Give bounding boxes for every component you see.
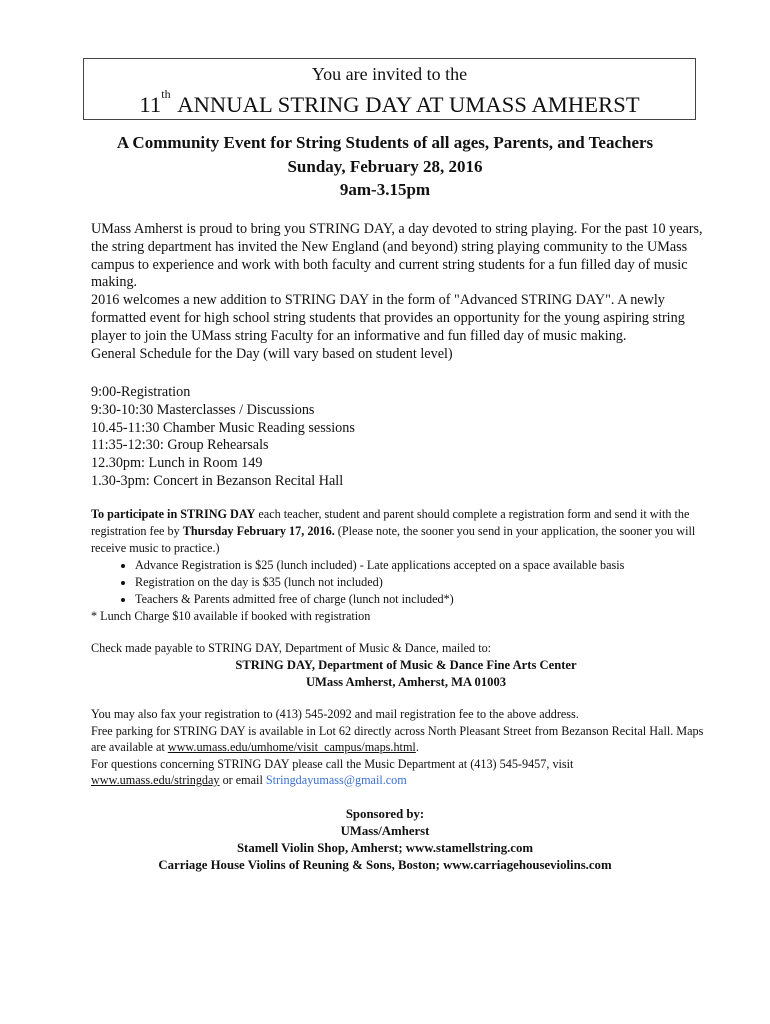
- fee-item: • Teachers & Parents admitted free of charge (lunch not included*): [135, 591, 721, 608]
- subtitle-audience: A Community Event for String Students of all ages, Parents, and Teachers: [116, 133, 654, 152]
- fax-line: You may also fax your registration to (413) 545-2092 and mail registration fee to the above address.: [91, 707, 579, 721]
- intro-paragraph-1: UMass Amherst is proud to bring you STRING DAY, a day devoted to string playing. For the past 10 years, the string department has invited the New England (and beyond) string playing community to the UMass campus to experience and work with both faculty and current string students for a fun filled day of music making.: [91, 221, 703, 291]
- sponsors-section: [0, 806, 770, 874]
- schedule-heading: General Schedule for the Day (will vary based on student level): [91, 345, 453, 362]
- schedule-item: 9:30-10:30 Masterclasses / Discussions: [91, 401, 315, 418]
- edition-suffix: th: [161, 87, 171, 101]
- intro-section: [91, 221, 721, 363]
- participate-lead: To participate in STRING DAY: [91, 507, 256, 521]
- payable-line: Check made payable to STRING DAY, Department of Music & Dance, mailed to:: [91, 641, 492, 655]
- fee-item: • Advance Registration is $25 (lunch included) - Late applications accepted on a space available basis: [135, 557, 721, 574]
- edition-number: 11: [139, 92, 162, 117]
- participate-text-1: each teacher, student and parent should complete a registration form and send it with the registration fee by: [91, 507, 690, 538]
- schedule-item: 11:35-12:30: Group Rehearsals: [91, 437, 269, 454]
- intro-paragraph-2: 2016 welcomes a new addition to STRING DAY in the form of "Advanced STRING DAY". A newly formatted event for high school string students that provides an opportunity for the young aspiring string player to join the UMass string Faculty for an informative and fun filled day of music making.: [91, 292, 685, 344]
- subtitle-time: 9am-3.15pm: [339, 180, 431, 199]
- parking-period: .: [415, 740, 419, 754]
- maps-link[interactable]: www.umass.edu/umhome/visit_campus/maps.html: [167, 740, 416, 754]
- fee-item: • Registration on the day is $35 (lunch not included): [135, 574, 721, 591]
- event-title: [84, 87, 695, 118]
- participate-text-2: (Please note, the sooner you send in your application, the sooner you will receive music to practice.): [91, 524, 696, 555]
- parking-info: [91, 723, 721, 756]
- subtitle-date: Sunday, February 28, 2016: [287, 156, 483, 176]
- lunch-note: * Lunch Charge $10 available if booked with registration: [91, 609, 371, 623]
- participation-section: [91, 506, 721, 625]
- mailing-address-2: UMass Amherst, Amherst, MA 01003: [305, 675, 507, 689]
- sponsor-item: Carriage House Violins of Reuning & Sons, Boston; www.carriagehouseviolins.com: [158, 858, 612, 872]
- parking-text: Free parking for STRING DAY is available in Lot 62 directly across North Pleasant Street from Bezanson Recital Hall. Maps are available at: [91, 723, 704, 754]
- event-subtitle: [0, 131, 770, 202]
- mailing-section: [91, 640, 721, 691]
- mailing-address-1: STRING DAY, Department of Music & Dance Fine Arts Center: [235, 658, 577, 672]
- sponsor-item: UMass/Amherst: [340, 824, 430, 838]
- sponsor-item: Stamell Violin Shop, Amherst; www.stamellstring.com: [236, 841, 534, 855]
- schedule-item: 9:00-Registration: [91, 384, 191, 400]
- contact-section: [91, 706, 721, 789]
- or-email-text: or email: [219, 773, 266, 787]
- title-box: [83, 58, 696, 120]
- schedule-item: 1.30-3pm: Concert in Bezanson Recital Hall: [91, 472, 344, 489]
- registration-deadline: Thursday February 17, 2016.: [182, 524, 335, 538]
- schedule-item: 10.45-11:30 Chamber Music Reading sessions: [91, 419, 355, 436]
- stringday-site-link[interactable]: www.umass.edu/stringday: [91, 773, 220, 787]
- sponsors-heading: Sponsored by:: [345, 807, 425, 821]
- fee-list: [91, 557, 721, 608]
- event-title-text: ANNUAL STRING DAY AT UMASS AMHERST: [177, 92, 640, 117]
- questions-text: For questions concerning STRING DAY please call the Music Department at (413) 545-9457, visit: [91, 756, 574, 771]
- invitation-line: You are invited to the: [311, 64, 468, 84]
- schedule-list: [91, 384, 355, 491]
- schedule-item: 12.30pm: Lunch in Room 149: [91, 455, 263, 472]
- email-link[interactable]: Stringdayumass@gmail.com: [265, 773, 407, 787]
- questions-info: [91, 756, 721, 789]
- participation-paragraph: [91, 506, 721, 557]
